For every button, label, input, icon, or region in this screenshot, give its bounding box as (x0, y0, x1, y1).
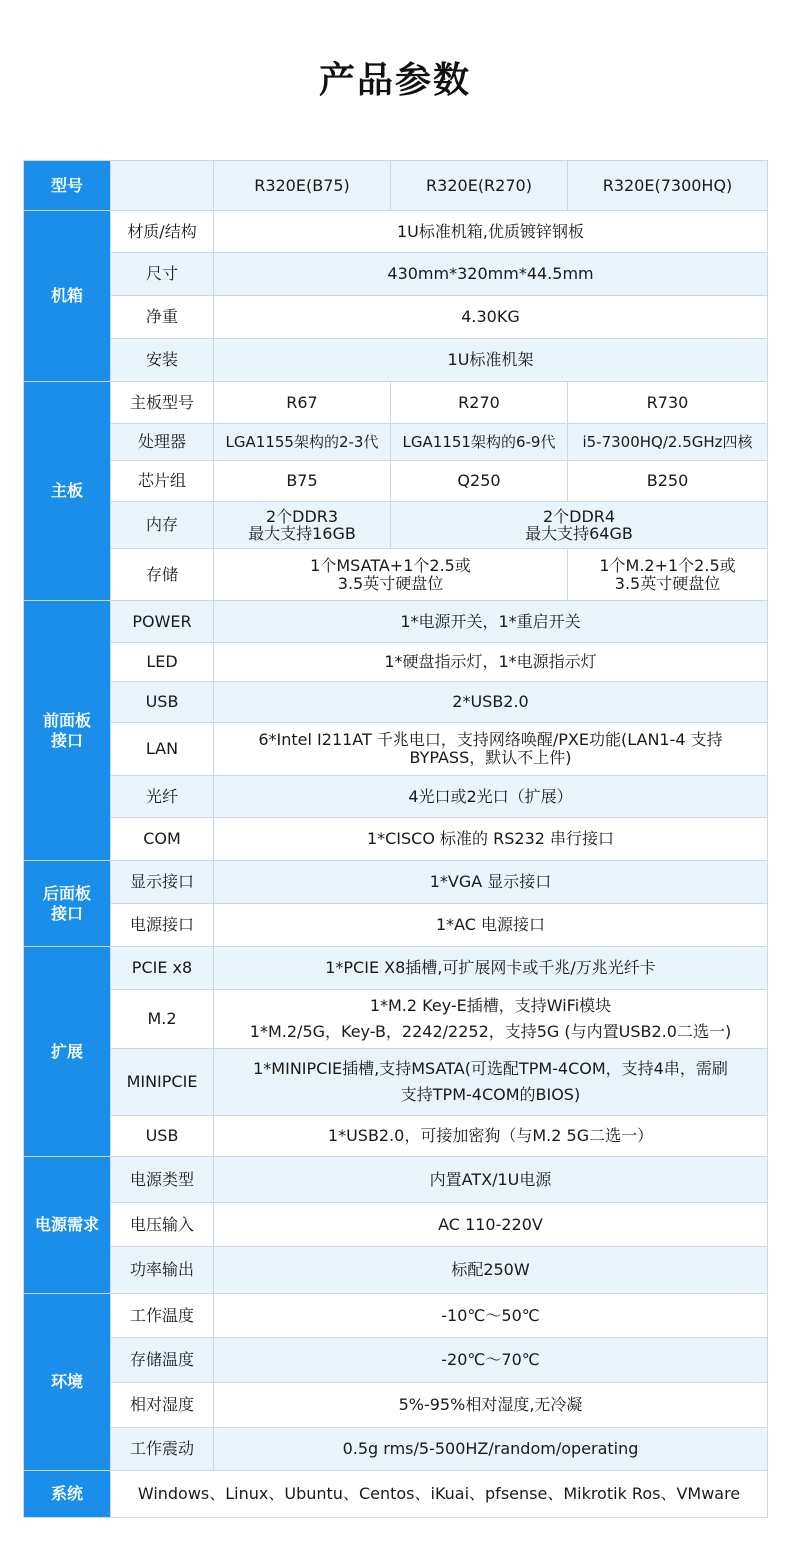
spec-value (568, 549, 768, 601)
chassis-row-mount (24, 339, 768, 382)
model-1: R320E(B75) (214, 161, 391, 211)
spec-label: 功率输出 (111, 1247, 214, 1294)
spec-label: M.2 (111, 990, 214, 1049)
spec-label: 电源接口 (111, 904, 214, 947)
category-line: 接口 (50, 903, 83, 923)
memory-b-line1: 2个DDR4 (542, 507, 616, 526)
category-chassis: 机箱 (24, 211, 111, 382)
category-expansion: 扩展 (24, 947, 111, 1157)
spec-label: 尺寸 (111, 253, 214, 296)
spec-value: AC 110-220V (214, 1203, 768, 1247)
power-row-type (24, 1157, 768, 1203)
memory-a-line2: 最大支持16GB (248, 524, 356, 543)
spec-value: 4.30KG (214, 296, 768, 339)
spec-value: B250 (568, 461, 768, 502)
spec-value: LGA1155架构的2-3代 (214, 424, 391, 461)
storage-b-line1: 1个M.2+1个2.5或 (599, 555, 736, 575)
spec-label: 电源类型 (111, 1157, 214, 1203)
spec-value: 标配250W (214, 1247, 768, 1294)
power-row-output (24, 1247, 768, 1294)
lan-line1: 6*Intel I211AT 千兆电口，支持网络唤醒/PXE功能(LAN1-4 支持 (258, 730, 723, 749)
board-row-chipset (24, 461, 768, 502)
spec-value: 内置ATX/1U电源 (214, 1157, 768, 1203)
spec-label: LED (111, 643, 214, 682)
front-row-led (24, 643, 768, 682)
spec-value (391, 502, 768, 549)
env-row-humidity (24, 1383, 768, 1428)
os-row (24, 1471, 768, 1518)
spec-label: 芯片组 (111, 461, 214, 502)
spec-label: 存储 (111, 549, 214, 601)
spec-value: i5-7300HQ/2.5GHz四核 (568, 424, 768, 461)
minipcie-line2: 支持TPM-4COM的BIOS) (400, 1085, 581, 1104)
spec-label: LAN (111, 723, 214, 776)
category-environment: 环境 (24, 1294, 111, 1471)
board-row-model (24, 382, 768, 424)
env-row-store-temp (24, 1338, 768, 1383)
spec-label: USB (111, 1116, 214, 1157)
category-front-panel (24, 601, 111, 861)
lan-line2: BYPASS，默认不上件) (409, 748, 572, 767)
spec-value: 1U标准机箱,优质镀锌钢板 (214, 211, 768, 253)
front-row-lan (24, 723, 768, 776)
spec-value: 1*USB2.0，可接加密狗（与M.2 5G二选一） (214, 1116, 768, 1157)
spec-value: LGA1151架构的6-9代 (391, 424, 568, 461)
memory-a-line1: 2个DDR3 (265, 507, 339, 526)
front-row-power (24, 601, 768, 643)
spec-label: 内存 (111, 502, 214, 549)
spec-value: 2*USB2.0 (214, 682, 768, 723)
power-row-input (24, 1203, 768, 1247)
spec-value: R67 (214, 382, 391, 424)
spec-label: 净重 (111, 296, 214, 339)
spec-label: PCIE x8 (111, 947, 214, 990)
spec-table (23, 160, 768, 1518)
spec-value (214, 502, 391, 549)
spec-label: 相对湿度 (111, 1383, 214, 1428)
model-2: R320E(R270) (391, 161, 568, 211)
category-line: 后面板 (42, 883, 91, 903)
chassis-row-weight (24, 296, 768, 339)
spec-label: COM (111, 818, 214, 861)
front-row-usb (24, 682, 768, 723)
model-3: R320E(7300HQ) (568, 161, 768, 211)
spec-value: 4光口或2光口（扩展） (214, 776, 768, 818)
category-os: 系统 (24, 1471, 111, 1518)
board-row-cpu (24, 424, 768, 461)
page-title: 产品参数 (318, 60, 471, 101)
spec-value: 1U标准机架 (214, 339, 768, 382)
front-row-com (24, 818, 768, 861)
storage-a-line1: 1个MSATA+1个2.5或 (310, 555, 471, 575)
model-row (24, 161, 768, 211)
spec-label: 显示接口 (111, 861, 214, 904)
board-row-storage (24, 549, 768, 601)
spec-value: 1*硬盘指示灯，1*电源指示灯 (214, 643, 768, 682)
spec-value: 1*CISCO 标准的 RS232 串行接口 (214, 818, 768, 861)
rear-row-power (24, 904, 768, 947)
spec-value: 1*VGA 显示接口 (214, 861, 768, 904)
model-blank (111, 161, 214, 211)
category-model: 型号 (24, 161, 111, 211)
spec-value: 5%-95%相对湿度,无冷凝 (214, 1383, 768, 1428)
storage-b-line2: 3.5英寸硬盘位 (614, 573, 721, 593)
category-rear-panel (24, 861, 111, 947)
spec-value: 1*PCIE X8插槽,可扩展网卡或千兆/万兆光纤卡 (214, 947, 768, 990)
spec-value: -20℃～70℃ (214, 1338, 768, 1383)
spec-value: -10℃～50℃ (214, 1294, 768, 1338)
spec-label: 处理器 (111, 424, 214, 461)
spec-value: 0.5g rms/5-500HZ/random/operating (214, 1428, 768, 1471)
category-power: 电源需求 (24, 1157, 111, 1294)
exp-row-minipcie (24, 1049, 768, 1116)
exp-row-pcie (24, 947, 768, 990)
spec-label: MINIPCIE (111, 1049, 214, 1116)
spec-label: 安装 (111, 339, 214, 382)
spec-label: 工作震动 (111, 1428, 214, 1471)
spec-value: B75 (214, 461, 391, 502)
board-row-memory (24, 502, 768, 549)
spec-value (214, 549, 568, 601)
minipcie-line1: 1*MINIPCIE插槽,支持MSATA(可选配TPM-4COM，支持4串，需刷 (253, 1059, 728, 1078)
spec-label: 光纤 (111, 776, 214, 818)
spec-label: 主板型号 (111, 382, 214, 424)
m2-line2: 1*M.2/5G，Key-B，2242/2252，支持5G (与内置USB2.0二选一) (249, 1022, 732, 1041)
spec-value (214, 990, 768, 1049)
spec-label: USB (111, 682, 214, 723)
spec-value: 430mm*320mm*44.5mm (214, 253, 768, 296)
spec-value: R730 (568, 382, 768, 424)
storage-a-line2: 3.5英寸硬盘位 (337, 573, 444, 593)
spec-value: 1*AC 电源接口 (214, 904, 768, 947)
category-mainboard: 主板 (24, 382, 111, 601)
category-line: 前面板 (42, 710, 91, 730)
spec-value (214, 1049, 768, 1116)
category-line: 接口 (50, 730, 83, 750)
front-row-fiber (24, 776, 768, 818)
env-row-vibration (24, 1428, 768, 1471)
spec-label: 电压输入 (111, 1203, 214, 1247)
spec-label: 存储温度 (111, 1338, 214, 1383)
spec-label: 材质/结构 (111, 211, 214, 253)
memory-b-line2: 最大支持64GB (525, 524, 633, 543)
spec-value: Q250 (391, 461, 568, 502)
spec-value: 1*电源开关，1*重启开关 (214, 601, 768, 643)
spec-value (214, 723, 768, 776)
chassis-row-size (24, 253, 768, 296)
spec-label: POWER (111, 601, 214, 643)
chassis-row-material (24, 211, 768, 253)
spec-value: R270 (391, 382, 568, 424)
spec-label: 工作温度 (111, 1294, 214, 1338)
env-row-work-temp (24, 1294, 768, 1338)
exp-row-usb (24, 1116, 768, 1157)
m2-line1: 1*M.2 Key-E插槽，支持WiFi模块 (369, 996, 612, 1015)
exp-row-m2 (24, 990, 768, 1049)
rear-row-display (24, 861, 768, 904)
os-list: Windows、Linux、Ubuntu、Centos、iKuai、pfsense、Mikrotik Ros、VMware (111, 1471, 768, 1518)
